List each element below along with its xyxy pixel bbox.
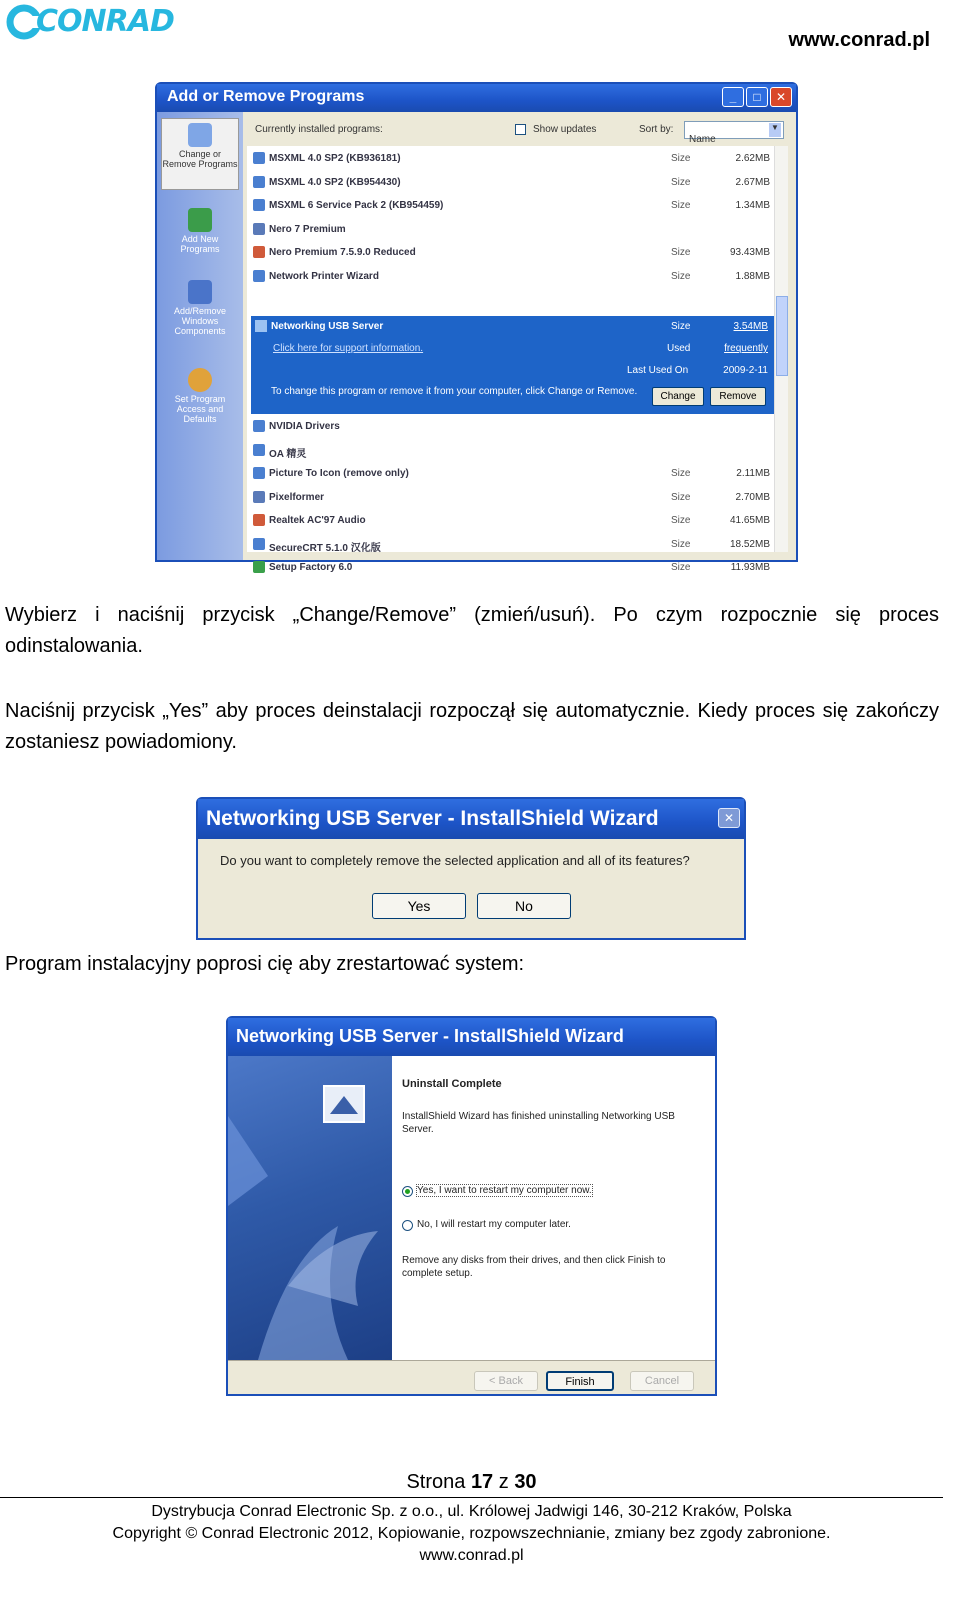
program-icon — [253, 223, 265, 235]
program-row[interactable] — [253, 557, 770, 577]
program-name: Realtek AC'97 Audio — [269, 515, 366, 526]
change-button[interactable]: Change — [652, 387, 704, 406]
program-icon — [253, 420, 265, 432]
wizard-footer — [228, 1360, 715, 1394]
program-size-label: Size — [671, 176, 691, 188]
footer-divider — [0, 1497, 943, 1498]
wizard-content — [392, 1056, 715, 1360]
add-remove-programs-window — [155, 82, 798, 573]
program-icon — [253, 152, 265, 164]
program-row[interactable] — [253, 487, 770, 507]
maximize-icon[interactable]: □ — [746, 87, 768, 107]
program-icon — [255, 320, 267, 332]
selected-program[interactable] — [251, 316, 774, 414]
restart-later-label[interactable]: No, I will restart my computer later. — [417, 1219, 571, 1230]
program-name: MSXML 4.0 SP2 (KB936181) — [269, 153, 401, 164]
dialog-titlebar — [198, 799, 744, 839]
instruction-para2-line1: Naciśnij przycisk „Yes” aby proces deinstalacji rozpoczął się automatycznie. Kiedy proces się zakończy — [5, 700, 939, 722]
no-button[interactable]: No — [477, 893, 571, 919]
support-link[interactable]: Click here for support information. — [273, 343, 424, 354]
program-size-label: Size — [671, 200, 691, 211]
finish-button[interactable]: Finish — [546, 1371, 614, 1391]
program-size: 1.34MB — [735, 200, 770, 211]
logo-c-icon — [6, 2, 40, 42]
program-name: Nero Premium 7.5.9.0 Reduced — [269, 247, 416, 258]
program-size: 2.67MB — [735, 176, 770, 188]
current-page: 17 — [470, 1471, 494, 1493]
wizard-banner — [228, 1056, 392, 1360]
program-size-label: Size — [671, 468, 691, 479]
wizard-heading: Uninstall Complete — [402, 1078, 502, 1090]
used-label: Used — [667, 343, 691, 354]
size-label: Size — [671, 321, 691, 332]
program-row[interactable] — [253, 534, 770, 554]
program-name: Picture To Icon (remove only) — [269, 468, 409, 479]
program-row[interactable] — [253, 510, 770, 530]
confirm-remove-dialog — [196, 797, 746, 940]
program-icon — [253, 199, 265, 211]
program-icon — [253, 491, 265, 503]
program-size: 2.70MB — [735, 491, 770, 503]
program-icon — [253, 270, 265, 282]
close-icon[interactable]: ✕ — [718, 808, 740, 828]
show-updates-label: Show updates — [533, 124, 597, 135]
wizard-note: Remove any disks from their drives, and then click Finish to complete setup. — [402, 1255, 666, 1279]
cancel-button[interactable]: Cancel — [630, 1371, 694, 1391]
program-size: 2.62MB — [735, 153, 770, 164]
arp-sidebar — [157, 112, 243, 560]
program-icon — [253, 246, 265, 258]
remove-button[interactable]: Remove — [710, 387, 766, 406]
change-remove-hint: To change this program or remove it from your computer, click Change or Remove. — [271, 386, 638, 397]
window-title: Add or Remove Programs — [167, 88, 365, 105]
program-icon — [253, 561, 265, 573]
program-name: SecureCRT 5.1.0 汉化版 — [269, 542, 381, 554]
logo-text: CONRAD — [36, 4, 174, 39]
program-size-label: Size — [671, 153, 691, 164]
program-size: 41.65MB — [729, 515, 770, 526]
last-used-label: Last Used On — [627, 365, 689, 376]
program-name: Network Printer Wizard — [269, 270, 379, 282]
program-size: 18.52MB — [729, 538, 770, 550]
program-row[interactable] — [253, 242, 770, 262]
program-size: 11.93MB — [730, 562, 770, 573]
program-size-label: Size — [671, 562, 691, 573]
program-icon — [253, 176, 265, 188]
selected-program-name: Networking USB Server — [271, 321, 384, 332]
sort-select[interactable]: Name ▼ — [684, 121, 784, 139]
program-name: Pixelformer — [269, 491, 325, 503]
dialog-message: Do you want to completely remove the selected application and all of its features? — [220, 853, 690, 868]
used-value[interactable]: frequently — [724, 343, 768, 354]
program-row[interactable] — [253, 172, 770, 192]
sort-by-label: Sort by: — [639, 124, 674, 135]
scrollbar-thumb[interactable] — [776, 296, 788, 376]
chevron-down-icon: ▼ — [769, 123, 781, 137]
programs-list-panel — [247, 112, 788, 573]
program-size-label: Size — [671, 270, 691, 282]
program-access-icon — [188, 368, 212, 392]
instruction-para1-line1: Wybierz i naciśnij przycisk „Change/Remove” (zmień/usuń). Po czym rozpocznie się proces — [5, 604, 939, 626]
program-size: 2.11MB — [736, 468, 770, 479]
conrad-logo — [6, 2, 174, 44]
vertical-scrollbar[interactable] — [774, 146, 788, 552]
instruction-para1-line2: odinstalowania. — [5, 635, 143, 657]
program-size: 93.43MB — [729, 247, 770, 258]
back-button[interactable]: < Back — [474, 1371, 538, 1391]
dialog-title: Networking USB Server - InstallShield Wizard — [206, 807, 659, 830]
program-size-label: Size — [671, 491, 691, 503]
program-row[interactable] — [253, 440, 770, 460]
program-size: 1.88MB — [735, 270, 770, 282]
minimize-icon[interactable]: _ — [722, 87, 744, 107]
program-row[interactable] — [253, 416, 770, 436]
dialog-titlebar — [228, 1018, 715, 1056]
wizard-body: InstallShield Wizard has finished uninstalling Networking USB Server. — [402, 1111, 675, 1135]
show-updates-checkbox[interactable] — [515, 124, 526, 135]
program-size-label: Size — [671, 515, 691, 526]
program-row[interactable] — [253, 219, 770, 239]
program-icon — [253, 444, 265, 456]
footer-url[interactable]: www.conrad.pl — [419, 1547, 524, 1564]
change-remove-icon — [188, 123, 212, 147]
size-value[interactable]: 3.54MB — [733, 321, 768, 332]
last-used-value: 2009-2-11 — [723, 365, 768, 376]
program-row[interactable] — [253, 195, 770, 215]
site-url[interactable]: www.conrad.pl — [788, 29, 930, 51]
sidebar-item-add-new[interactable]: Add New Programs — [161, 204, 239, 264]
program-icon — [253, 514, 265, 526]
restart-later-radio[interactable] — [402, 1220, 413, 1231]
window-titlebar — [157, 84, 796, 112]
instruction-para2-line2: zostaniesz powiadomiony. — [5, 731, 237, 753]
program-row[interactable] — [253, 148, 770, 168]
add-new-icon — [188, 208, 212, 232]
uninstall-complete-dialog — [226, 1016, 717, 1396]
program-name: Nero 7 Premium — [269, 223, 346, 235]
close-icon[interactable]: ✕ — [770, 87, 792, 107]
program-name: OA 精灵 — [269, 448, 307, 460]
sidebar-item-program-access[interactable]: Set Program Access and Defaults — [161, 364, 239, 434]
restart-now-radio[interactable] — [402, 1186, 413, 1197]
program-size-label: Size — [671, 538, 691, 550]
program-row[interactable] — [253, 463, 770, 483]
sidebar-item-windows-components[interactable]: Add/Remove Windows Components — [161, 276, 239, 346]
yes-button[interactable]: Yes — [372, 893, 466, 919]
page-number: Strona 17 z 30 — [406, 1471, 537, 1493]
footer-copyright: Copyright © Conrad Electronic 2012, Kopiowanie, rozpowszechnianie, zmiany bez zgody zabronione. — [112, 1525, 831, 1542]
program-row[interactable] — [253, 266, 770, 286]
footer-address: Dystrybucja Conrad Electronic Sp. z o.o., ul. Królowej Jadwigi 146, 30-212 Kraków, Polska — [151, 1503, 792, 1520]
windows-components-icon — [188, 280, 212, 304]
instruction-para3: Program instalacyjny poprosi cię aby zrestartować system: — [5, 953, 525, 975]
program-name: MSXML 6 Service Pack 2 (KB954459) — [269, 200, 444, 211]
total-pages: 30 — [514, 1471, 537, 1493]
sidebar-item-change-remove[interactable]: Change or Remove Programs — [161, 118, 239, 190]
program-icon — [253, 538, 265, 550]
program-icon — [253, 467, 265, 479]
program-name: MSXML 4.0 SP2 (KB954430) — [269, 176, 401, 188]
program-size-label: Size — [671, 247, 691, 258]
list-toolbar — [247, 112, 788, 146]
program-name: Setup Factory 6.0 — [269, 562, 353, 573]
dialog-title: Networking USB Server - InstallShield Wizard — [236, 1026, 624, 1046]
program-name: NVIDIA Drivers — [269, 421, 340, 432]
currently-installed-label: Currently installed programs: — [255, 124, 383, 135]
restart-now-label[interactable]: Yes, I want to restart my computer now. — [417, 1185, 592, 1196]
wizard-decoration-icon — [228, 1056, 392, 1360]
